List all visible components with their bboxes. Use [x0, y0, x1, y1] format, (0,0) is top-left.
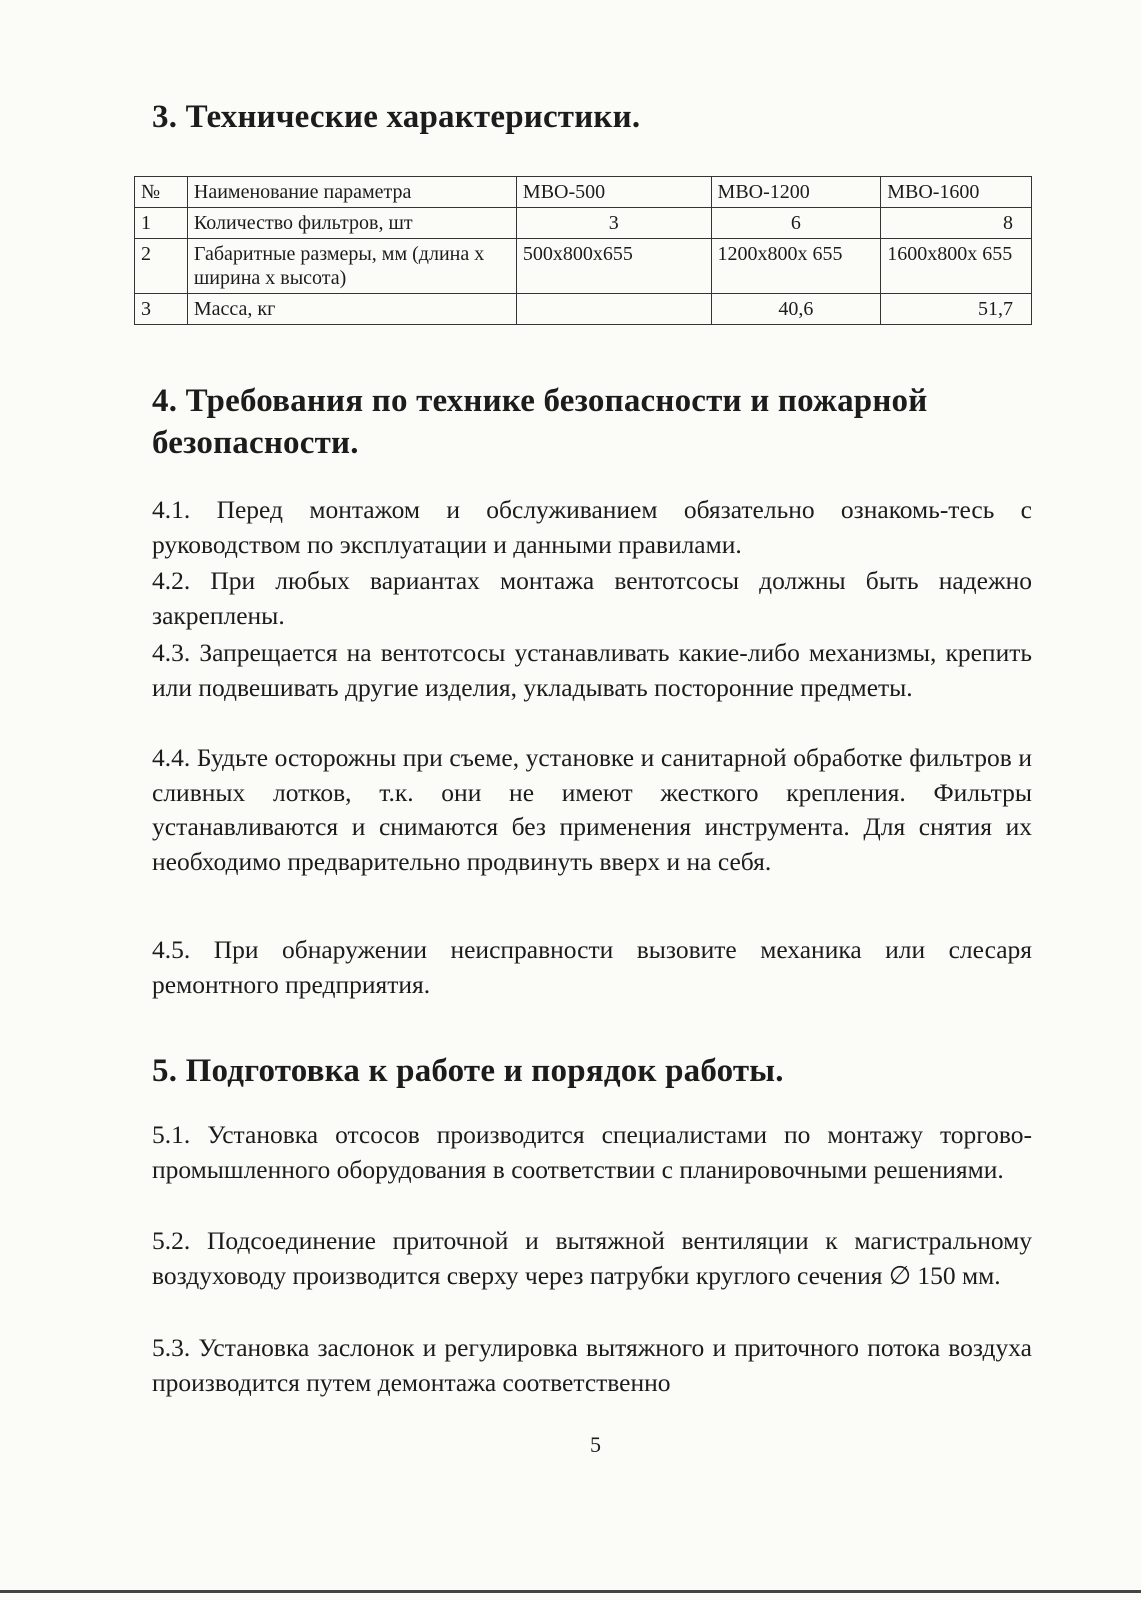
table-cell [516, 294, 711, 325]
table-row [135, 239, 1032, 294]
paragraph-4-3: 4.3. Запрещается на вентотсосы устанавливать какие-либо механизмы, крепить или подвешивать другие изделия, укладывать посторонние предметы. [152, 638, 1032, 702]
specifications-table [134, 176, 1032, 325]
bottom-rule [0, 1590, 1141, 1593]
table-cell: 6 [711, 208, 881, 239]
table-row [135, 208, 1032, 239]
table-cell: 40,6 [711, 294, 881, 325]
paragraph-4-1: 4.1. Перед монтажом и обслуживанием обязательно ознакомь-тесь с руководством по эксплуатации и данными правилами. [152, 495, 1032, 559]
paragraph-4-5: 4.5. При обнаружении неисправности вызовите механика или слесаря ремонтного предприятия. [152, 935, 1032, 999]
paragraph-4-2: 4.2. При любых вариантах монтажа вентотсосы должны быть надежно закреплены. [152, 566, 1032, 630]
section-3-heading: 3. Технические характеристики. [152, 99, 641, 135]
table-header-cell: МВО-500 [516, 177, 711, 208]
paragraph-5-1: 5.1. Установка отсосов производится специалистами по монтажу торгово-промышленного оборудования в соответствии с планировочными решениями. [152, 1120, 1032, 1184]
table-cell: 3 [135, 294, 188, 325]
paragraph-4-4: 4.4. Будьте осторожны при съеме, установке и санитарной обработке фильтров и сливных лотков, т.к. они не имеют жесткого крепления. Фильтры устанавливаются и снимаются без применения инструмента. Для снятия их необходимо предварительно продвинуть вверх и на себя. [152, 743, 1032, 876]
paragraph-5-3: 5.3. Установка заслонок и регулировка вытяжного и приточного потока воздуха производится путем демонтажа соответственно [152, 1333, 1032, 1397]
table-header-cell: МВО-1600 [881, 177, 1032, 208]
table-header-row [135, 177, 1032, 208]
section-5-heading: 5. Подготовка к работе и порядок работы. [152, 1053, 784, 1089]
table-cell: Количество фильтров, шт [187, 208, 516, 239]
table-cell: 500х800х655 [516, 239, 711, 294]
table-cell: Масса, кг [187, 294, 516, 325]
paragraph-5-2: 5.2. Подсоединение приточной и вытяжной вентиляции к магистральному воздуховоду производится сверху через патрубки круглого сечения ∅ 150 мм. [152, 1226, 1032, 1290]
table-cell: 1200х800х 655 [711, 239, 881, 294]
table-row [135, 294, 1032, 325]
table-cell: 3 [516, 208, 711, 239]
table-header-cell: МВО-1200 [711, 177, 881, 208]
table-cell: 1 [135, 208, 188, 239]
table-header-cell: Наименование параметра [187, 177, 516, 208]
table-cell: 8 [881, 208, 1032, 239]
page-number: 5 [590, 1432, 601, 1457]
table-cell: 51,7 [881, 294, 1032, 325]
table-header-cell: № [135, 177, 188, 208]
section-4-heading: 4. Требования по технике безопасности и пожарной безопасности. [152, 383, 928, 461]
table-cell: 1600х800х 655 [881, 239, 1032, 294]
table-cell: 2 [135, 239, 188, 294]
table-cell: Габаритные размеры, мм (длина х ширина х высота) [187, 239, 516, 294]
